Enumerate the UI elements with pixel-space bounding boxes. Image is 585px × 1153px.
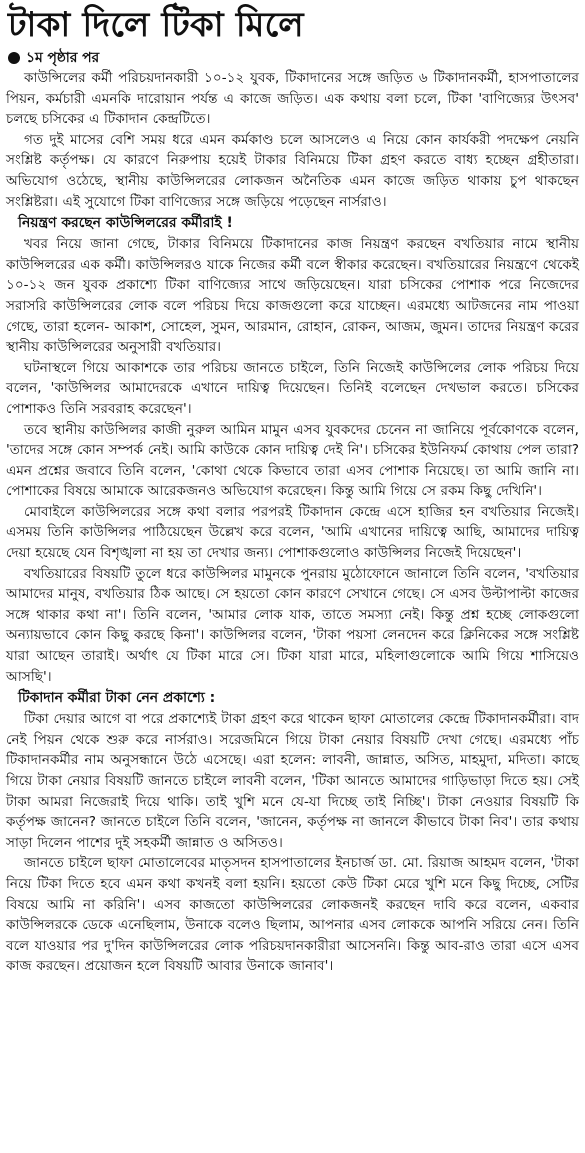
paragraph: বখতিয়ারের বিষয়টি তুলে ধরে কাউন্সিলর মামুনকে পুনরায় মুঠোফোনে জানালে তিনি বলেন, 'বখতিয়ার আমাদের মানুষ, বখতিয়ার ঠিক আছে। সে হয়তো কোন কারণে সেখানে গেছে। সে এসব উল্টাপাল্টা কাজের সঙ্গে থাকার কথা না'। তিনি বলেন, 'আমার লোক যাক, তাতে সমস্যা নেই। কিন্তু প্রশ্ন হচ্ছে লোকগুলো অন্যায়ভাবে কোন কিছু করছে কিনা'। কাউন্সিলর বলেন, 'টাকা পয়সা লেনদেন করে ক্লিনিকের সঙ্গে সংশ্লিষ্ট যারা আছেন তারাই। অর্থাৎ যে টিকা মারে সে। টিকা যারা মারে, মহিলাগুলোকে আমি গিয়ে শাসিয়েও আসছি'। (6, 565, 579, 685)
paragraph: তবে স্থানীয় কাউন্সিলর কাজী নুরুল আমিন মামুন এসব যুবকদের চেনেন না জানিয়ে পূর্বকোণকে বলেন, 'তাদের সঙ্গে কোন সম্পর্ক নেই। আমি কাউকে কোন দায়িত্ব দেই নি'। চসিকের ইউনিফর্ম কোথায় পেল তারা? এমন প্রশ্নের জবাবে তিনি বলেন, 'কোথা থেকে কিভাবে তারা এসব পোশাক নিয়েছে। তা আমি জানি না। পোশাকের বিষয়ে আমাকে আরেকজনও অভিযোগ করেছেন। কিন্তু আমি গিয়ে সে রকম কিছু দেখিনি'। (6, 421, 579, 500)
subheading: নিয়ন্ত্রণ করছেন কাউন্সিলরের কর্মীরাই ! (18, 215, 233, 232)
subheading: টিকাদান কর্মীরা টাকা নেন প্রকাশ্যে : (18, 690, 216, 707)
paragraph: মোবাইলে কাউন্সিলরের সঙ্গে কথা বলার পরপরই টিকাদান কেন্দ্রে এসে হাজির হন বখতিয়ার নিজেই। এসময় তিনি কাউন্সিলর পাঠিয়েছেন উল্লেখ করে বলেন, 'আমি এখানের দায়িত্বে আছি, আমাদের দায়িত্ব দেয়া হয়েছে যেন বিশৃঙ্খলা না হয় তা দেখার জন্য। পোশাকগুলোও কাউন্সিলর নিজেই দিয়েছেন'। (6, 503, 579, 562)
paragraph: কাউন্সিলের কর্মী পরিচয়দানকারী ১০-১২ যুবক, টিকাদানের সঙ্গে জড়িত ৬ টিকাদানকর্মী, হাসপাতালের পিয়ন, কর্মচারী এমনকি দারোয়ান পর্যন্ত এ কাজে জড়িত। এক কথায় বলা চলে, টিকা 'বাণিজ্যের উৎসব' চলছে চসিকের এ টিকাদান কেন্দ্রটিতে। (6, 70, 579, 128)
headline: টাকা দিলে টিকা মিলে (8, 5, 304, 45)
bullet-dot-icon (8, 52, 20, 64)
paragraph: গত দুই মাসের বেশি সময় ধরে এমন কর্মকাণ্ড চলে আসলেও এ নিয়ে কোন কার্যকরী পদক্ষেপ নেয়নি সংশ্লিষ্ট কর্তৃপক্ষ। যে কারণে নিরুপায় হয়েই টাকার বিনিময়ে টিকা গ্রহণ করতে বাধ্য হচ্ছেন গ্রহীতারা। অভিযোগ ওঠেছে, স্থানীয় কাউন্সিলরের লোকজন অনৈতিক এমন কাজে জড়িত থাকায় চুপ থাকছেন সংশ্লিষ্টরা। এই সুযোগে টিকা বাণিজ্যের সঙ্গে জড়িয়ে পড়েছেন নার্সরাও। (6, 131, 579, 210)
paragraph: ঘটনাস্থলে গিয়ে আকাশকে তার পরিচয় জানতে চাইলে, তিনি নিজেই কাউন্সিলের লোক পরিচয় দিয়ে বলেন, 'কাউন্সিলর আমাদেরকে এখানে দায়িত্ব দিয়েছেন। তিনিই বলেছেন দেখভাল করতে। চসিকের পোশাকও তিনি সরবরাহ করেছেন'। (6, 359, 579, 417)
paragraph: খবর নিয়ে জানা গেছে, টাকার বিনিময়ে টিকাদানের কাজ নিয়ন্ত্রণ করছেন বখতিয়ার নামে স্থানীয় কাউন্সিলরের এক কর্মী। কাউন্সিলরও যাকে নিজের কর্মী বলে স্বীকার করেছেন। বখতিয়ারের নিয়ন্ত্রণে থেকেই ১০-১২ জন যুবক প্রকাশ্যে টিকা বাণিজ্যের সাথে জড়িয়েছেন। যারা চসিকের পোশাক পরে নিজেদের সরাসরি কাউন্সিলরের লোক বলে পরিচয় দিয়ে কাজগুলো করে যাচ্ছেন। এরমধ্যে আটজনের নাম পাওয়া গেছে, তারা হলেন- আকাশ, সোহেল, সুমন, আরমান, রোহান, রোকন, আজম, জুমন। তাদের নিয়ন্ত্রণ করের স্থানীয় কাউন্সিলরের অনুসারী বখতিয়ার। (6, 236, 579, 356)
paragraph: জানতে চাইলে ছাফা মোতালেবের মাতৃসদন হাসপাতালের ইনচার্জ ডা. মো. রিয়াজ আহমদ বলেন, 'টাকা নিয়ে টিকা দিতে হবে এমন কথা কখনই বলা হয়নি। হয়তো কেউ টিকা মেরে খুশি মনে কিছু দিচ্ছে, সেটির বিষয়ে আমি না করিনি'। এসব কাজতো কাউন্সিলরের লোকজনই করছেন দাবি করে বলেন, একবার কাউন্সিলরকে ডেকে এনেছিলাম, উনাকে বলেও ছিলাম, আপনার এসব লোককে আপনি সরিয়ে নেন। তিনি বলে যাওয়ার পর দু'দিন কাউন্সিলরের লোক পরিচয়দানকারীরা আসেননি। কিন্তু আব-রাও তারা এসে এসব কাজ করছেন। প্রয়োজন হলে বিষয়টি আবার উনাকে জানাব'। (6, 855, 579, 975)
continued-from-label: ১ম পৃষ্ঠার পর (26, 50, 100, 66)
paragraph: টিকা দেয়ার আগে বা পরে প্রকাশ্যেই টাকা গ্রহণ করে থাকেন ছাফা মোতালের কেন্দ্রে টিকাদানকর্মীরা। বাদ নেই পিয়ন থেকে শুরু করে নার্সরাও। সরেজমিনে গিয়ে টাকা নেয়ার বিষয়টি দেখা গেছে। এরমধ্যে পাঁচ টিকাদানকর্মীর নাম অনুসন্ধানে উঠে এসেছে। এরা হলেন: লাবনী, জান্নাত, অসিত, মাহমুদা, মদিতা। কাছে গিয়ে টাকা নেয়ার বিষয়টি জানতে চাইলে লাবনী বলেন, 'টিকা আনতে আমাদের গাড়িভাড়া দিতে হয়। সেই টাকা আমরা নিজেরাই দিয়ে থাকি। তাই খুশি মনে যে-যা দিচ্ছে তাই নিচ্ছি'। টাকা নেওয়ার বিষয়টি কি কর্তৃপক্ষ জানেন? জানতে চাইলে তিনি বলেন, 'জানেন, কর্তৃপক্ষ না জানলে কীভাবে টাকা নিব'। তার কথায় সাড়া দিলেন পাশের দুই সহকর্মী জান্নাত ও অসিতও। (6, 711, 579, 851)
continued-from-line (8, 48, 579, 68)
